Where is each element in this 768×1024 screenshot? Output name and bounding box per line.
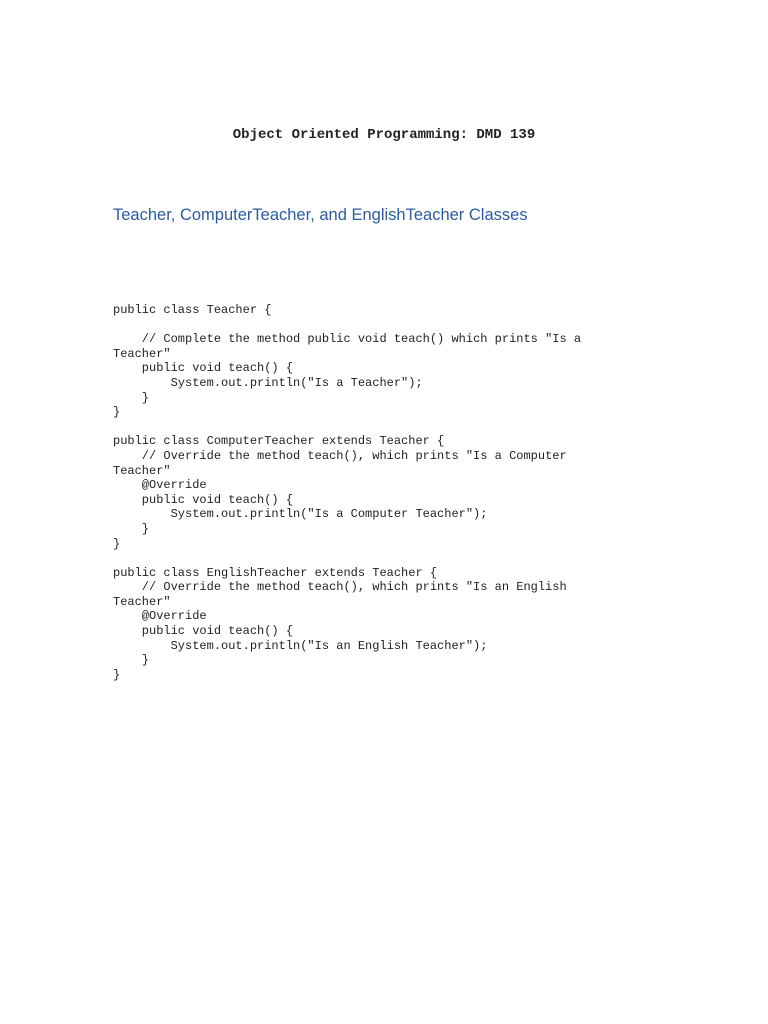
- code-line: public void teach() {: [113, 492, 294, 507]
- code-line: System.out.println("Is an English Teacher");: [113, 638, 488, 653]
- code-line: [113, 420, 581, 435]
- code-line: [113, 551, 581, 566]
- code-line: }: [113, 521, 150, 536]
- code-line: // Override the method teach(), which prints "Is an English: [113, 580, 567, 595]
- code-line: public void teach() {: [113, 361, 294, 376]
- code-line: public class ComputerTeacher extends Teacher {: [113, 434, 445, 449]
- code-line: // Override the method teach(), which prints "Is a Computer: [113, 448, 567, 463]
- code-line: System.out.println("Is a Teacher");: [113, 375, 423, 390]
- code-line: [113, 318, 581, 333]
- code-line: }: [113, 653, 150, 668]
- code-line: Teacher": [113, 346, 171, 361]
- code-line: }: [113, 390, 150, 405]
- code-line: Teacher": [113, 463, 171, 478]
- code-line: Teacher": [113, 594, 171, 609]
- code-block: [113, 303, 581, 682]
- code-line: public class EnglishTeacher extends Teacher {: [113, 565, 438, 580]
- code-line: }: [113, 405, 121, 420]
- section-heading: Teacher, ComputerTeacher, and EnglishTeacher Classes: [113, 206, 528, 224]
- code-line: public class Teacher {: [113, 303, 272, 317]
- code-line: System.out.println("Is a Computer Teacher");: [113, 507, 488, 522]
- code-line: // Complete the method public void teach() which prints "Is a: [113, 332, 582, 347]
- code-line: @Override: [113, 478, 207, 493]
- code-line: }: [113, 667, 121, 682]
- code-line: @Override: [113, 609, 207, 624]
- document-title: Object Oriented Programming: DMD 139: [232, 127, 536, 143]
- code-line: }: [113, 536, 121, 551]
- code-line: public void teach() {: [113, 624, 294, 639]
